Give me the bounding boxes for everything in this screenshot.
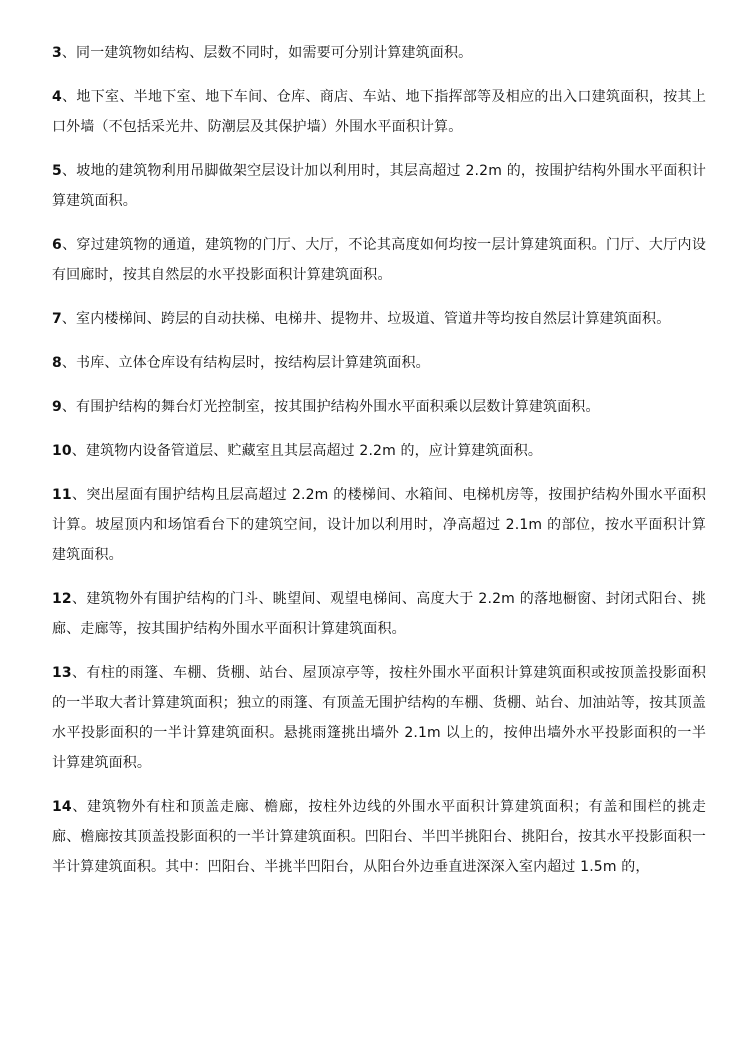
clause-text: 、坡地的建筑物利用吊脚做架空层设计加以利用时，其层高超过 2.2m 的，按围护结构外围水平面积计算建筑面积。: [52, 163, 706, 209]
clause-number: 9: [52, 399, 62, 415]
clause-text: 、同一建筑物如结构、层数不同时，如需要可分别计算建筑面积。: [61, 45, 473, 61]
clause-text: 、建筑物内设备管道层、贮藏室且其层高超过 2.2m 的，应计算建筑面积。: [71, 443, 542, 459]
clause-number: 12: [52, 591, 72, 607]
clause-3: [52, 38, 706, 68]
clause-number: 3: [52, 45, 62, 61]
clause-11: [52, 480, 706, 570]
clause-number: 4: [52, 89, 62, 105]
clause-text: 、建筑物外有柱和顶盖走廊、檐廊，按柱外边线的外围水平面积计算建筑面积；有盖和围栏的挑走廊、檐廊按其顶盖投影面积的一半计算建筑面积。凹阳台、半凹半挑阳台、挑阳台，按其水平投影面积一半计算建筑面积。其中：凹阳台、半挑半凹阳台，从阳台外边垂直进深深入室内超过 1.5m 的，: [52, 799, 706, 875]
clause-14: [52, 792, 706, 882]
clause-number: 6: [52, 237, 62, 253]
clause-text: 、有柱的雨篷、车棚、货棚、站台、屋顶凉亭等，按柱外围水平面积计算建筑面积或按顶盖投影面积的一半取大者计算建筑面积；独立的雨篷、有顶盖无围护结构的车棚、货棚、站台、加油站等，按其顶盖水平投影面积的一半计算建筑面积。悬挑雨篷挑出墙外 2.1m 以上的，按伸出墙外水平投影面积的一半计算建筑面积。: [52, 665, 706, 771]
clause-9: [52, 392, 706, 422]
clause-number: 14: [52, 799, 72, 815]
clause-6: [52, 230, 706, 290]
clause-text: 、室内楼梯间、跨层的自动扶梯、电梯井、提物井、垃圾道、管道井等均按自然层计算建筑面积。: [61, 311, 671, 327]
clause-number: 11: [52, 487, 72, 503]
clause-number: 8: [52, 355, 62, 371]
clause-13: [52, 658, 706, 778]
clause-number: 7: [52, 311, 62, 327]
clause-7: [52, 304, 706, 334]
clause-number: 10: [52, 443, 72, 459]
clause-5: [52, 156, 706, 216]
clause-12: [52, 584, 706, 644]
clause-4: [52, 82, 706, 142]
clause-number: 5: [52, 163, 62, 179]
clause-number: 13: [52, 665, 72, 681]
clause-text: 、突出屋面有围护结构且层高超过 2.2m 的楼梯间、水箱间、电梯机房等，按围护结构外围水平面积计算。坡屋顶内和场馆看台下的建筑空间，设计加以利用时，净高超过 2.1m 的部位，按水平面积计算建筑面积。: [52, 487, 706, 563]
clause-text: 、地下室、半地下室、地下车间、仓库、商店、车站、地下指挥部等及相应的出入口建筑面积，按其上口外墙（不包括采光井、防潮层及其保护墙）外围水平面积计算。: [52, 89, 706, 135]
clause-text: 、穿过建筑物的通道，建筑物的门厅、大厅，不论其高度如何均按一层计算建筑面积。门厅、大厅内设有回廊时，按其自然层的水平投影面积计算建筑面积。: [52, 237, 706, 283]
clause-10: [52, 436, 706, 466]
clause-8: [52, 348, 706, 378]
clause-text: 、建筑物外有围护结构的门斗、眺望间、观望电梯间、高度大于 2.2m 的落地橱窗、封闭式阳台、挑廊、走廊等，按其围护结构外围水平面积计算建筑面积。: [52, 591, 706, 637]
clause-text: 、有围护结构的舞台灯光控制室，按其围护结构外围水平面积乘以层数计算建筑面积。: [61, 399, 600, 415]
clause-text: 、书库、立体仓库设有结构层时，按结构层计算建筑面积。: [61, 355, 430, 371]
